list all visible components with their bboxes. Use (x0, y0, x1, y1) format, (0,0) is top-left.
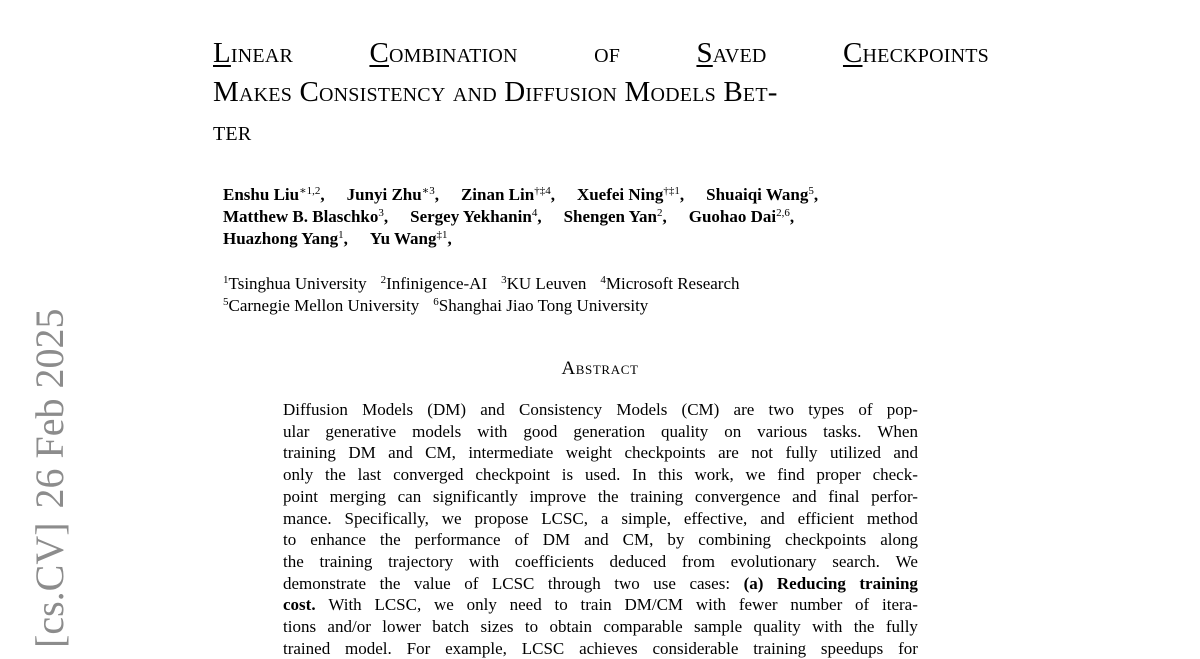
abstract-word: trajectory (388, 551, 454, 571)
abstract-word: We (895, 551, 918, 571)
author-affiliation-marker: 5 (808, 185, 814, 197)
abstract-word: checkpoint (475, 465, 550, 485)
abstract-word: with (812, 617, 843, 637)
abstract-word: enhance (310, 530, 366, 550)
abstract-word: and (584, 530, 609, 550)
abstract-word: the (853, 617, 875, 637)
abstract-word: to (524, 617, 539, 637)
abstract-word: model. (345, 638, 392, 658)
abstract-word: significantly (432, 486, 518, 506)
abstract-word: fully (885, 617, 918, 637)
abstract-word: of (855, 595, 870, 615)
abstract-word: sample (694, 617, 743, 637)
title-line-3: ter (213, 115, 252, 147)
title-word-rest: heckpoints (862, 37, 989, 69)
abstract-word: number (790, 595, 843, 615)
abstract-word: propose (474, 508, 529, 528)
title-word-rest: of (594, 37, 621, 69)
abstract-word: and/or (327, 617, 371, 637)
abstract-word: CM, (425, 443, 456, 463)
author-affiliation-marker: ‡1 (436, 229, 448, 241)
abstract-word: cost. (283, 595, 316, 615)
abstract-line (283, 616, 918, 638)
author-name: Guohao Dai$^{2,6}$, (688, 207, 795, 226)
abstract-word: of (858, 400, 873, 419)
abstract-word: example, (445, 638, 507, 658)
affiliation-number: 1 (223, 274, 229, 286)
abstract-word: to (283, 530, 297, 550)
abstract-line (283, 442, 918, 464)
abstract-word: mance. (283, 508, 332, 528)
abstract-line (283, 573, 918, 595)
abstract-word: the (379, 573, 401, 593)
abstract-word: LCSC, (541, 508, 589, 528)
abstract-word: obtain (549, 617, 592, 637)
author-affiliation-marker: ∗1,2 (299, 185, 321, 197)
abstract-word: When (877, 421, 918, 441)
author-list (223, 184, 953, 250)
title-word (369, 34, 517, 73)
author-name: Junyi Zhu$^{∗3}$, (346, 185, 439, 204)
author-affiliation-marker: 4 (531, 207, 538, 219)
arxiv-date: 26 Feb 2025 (27, 308, 72, 509)
abstract-word: Models (362, 400, 414, 419)
abstract-word: merging (329, 486, 386, 506)
author-name: Matthew B. Blaschko$^3$, (223, 207, 389, 226)
abstract-word: effective, (683, 508, 748, 528)
abstract-word: and (388, 443, 413, 463)
author-affiliation-marker: 2 (656, 207, 663, 219)
abstract-word: tions (283, 617, 317, 637)
abstract-word: batch (432, 617, 470, 637)
abstract-word: checkpoints (785, 530, 867, 550)
abstract-word: performance (414, 530, 501, 550)
abstract-word: weight (565, 443, 612, 463)
author-affiliation-marker: ∗3 (421, 185, 435, 197)
abstract-line (283, 594, 918, 616)
affiliation-number: 4 (600, 274, 606, 286)
abstract-word: With (328, 595, 362, 615)
author-affiliation-marker: †‡1 (663, 185, 680, 197)
author-name: Shuaiqi Wang$^5$, (706, 185, 819, 204)
abstract-word: of (464, 573, 479, 593)
affiliation: $^1$Tsinghua University (223, 274, 367, 293)
abstract-word: (DM) (427, 400, 467, 419)
abstract-word: training (283, 443, 336, 463)
abstract-word: Reducing (776, 573, 846, 593)
abstract-word: convergence (694, 486, 781, 506)
abstract-word: and (792, 486, 817, 506)
abstract-word: last (357, 465, 382, 485)
abstract-word: train (580, 595, 612, 615)
abstract-word: proper (816, 465, 861, 485)
abstract-word: DM (348, 443, 376, 463)
abstract-word: achieves (579, 638, 638, 658)
abstract-word: various (757, 421, 808, 441)
abstract-word: trained (283, 638, 331, 658)
abstract-word: with (468, 551, 500, 571)
abstract-word: (CM) (681, 400, 720, 419)
abstract-word: by (667, 530, 685, 550)
abstract-word: use (653, 573, 676, 593)
abstract-word: we (441, 508, 462, 528)
affiliation: $^5$Carnegie Mellon University (223, 296, 420, 315)
abstract-word: utilized (830, 443, 881, 463)
abstract-word: work, (694, 465, 734, 485)
arxiv-category: [cs.CV] (27, 522, 72, 648)
abstract-word: and (893, 443, 918, 463)
title-word-initial: C (842, 37, 863, 69)
abstract-word: Diffusion (283, 400, 348, 419)
abstract-line (283, 464, 918, 486)
abstract-word: check- (872, 465, 918, 485)
author-name: Huazhong Yang$^1$, (223, 229, 348, 248)
abstract-word: Specifically, (344, 508, 429, 528)
abstract-body (283, 399, 918, 659)
author-name: Shengen Yan$^2$, (563, 207, 667, 226)
author-line (223, 184, 953, 206)
abstract-word: through (547, 573, 601, 593)
title-word (594, 34, 620, 73)
author-name: Sergey Yekhanin$^4$, (410, 207, 542, 226)
abstract-word: this (658, 465, 683, 485)
abstract-word: generative (325, 421, 397, 441)
abstract-word: lower (382, 617, 421, 637)
abstract-word: is (561, 465, 574, 485)
abstract-word: good (523, 421, 558, 441)
abstract-word: the (325, 465, 346, 485)
abstract-word: ular (283, 421, 310, 441)
author-line (223, 228, 953, 250)
affiliation: $^4$Microsoft Research (600, 274, 740, 293)
abstract-line (283, 486, 918, 508)
abstract-word: considerable (652, 638, 739, 658)
abstract-word: a (600, 508, 609, 528)
abstract-word: comparable (603, 617, 683, 637)
title-word (843, 34, 989, 73)
author-affiliation-marker: 2,6 (776, 207, 790, 219)
author-name: Xuefei Ning$^{\dagger\ddagger 1}$, (576, 185, 685, 204)
abstract-word: are (718, 443, 739, 463)
abstract-word: training (859, 573, 918, 593)
abstract-word: improve (529, 486, 587, 506)
author-line (223, 206, 953, 228)
abstract-word: CM, (622, 530, 654, 550)
affiliation: $^2$Infinigence-AI (380, 274, 488, 293)
abstract-word: evolutionary (730, 551, 817, 571)
title-word-rest: ombination (388, 37, 518, 69)
abstract-word: intermediate (468, 443, 554, 463)
abstract-word: simple, (621, 508, 671, 528)
abstract-word: search. (832, 551, 880, 571)
abstract-line (283, 638, 918, 659)
abstract-word: training (319, 551, 373, 571)
abstract-word: training (630, 486, 684, 506)
abstract-word: final (828, 486, 860, 506)
abstract-word: sizes (480, 617, 514, 637)
abstract-word: not (751, 443, 774, 463)
author-name: Zinan Lin$^{\dagger\ddagger 4}$, (460, 185, 555, 204)
abstract-line (283, 551, 918, 573)
affiliation: $^6$Shanghai Jiao Tong University (433, 296, 649, 315)
abstract-word: value (413, 573, 451, 593)
abstract-word: we (745, 465, 766, 485)
abstract-word: (a) (743, 573, 764, 593)
title-word (696, 34, 766, 73)
abstract-word: models (412, 421, 462, 441)
abstract-word: types (808, 400, 845, 419)
title-word (213, 34, 293, 73)
abstract-word: the (597, 486, 619, 506)
abstract-word: DM (542, 530, 571, 550)
abstract-line (283, 529, 918, 551)
abstract-line (283, 508, 918, 530)
abstract-word: quality (661, 421, 709, 441)
abstract-word: fully (785, 443, 818, 463)
paper-title (213, 34, 989, 151)
abstract-word: we (434, 595, 454, 615)
abstract-word: on (724, 421, 742, 441)
abstract-word: tasks. (823, 421, 862, 441)
abstract-word: Models (616, 400, 668, 419)
affiliation: $^3$KU Leuven (501, 274, 587, 293)
abstract-word: only (466, 595, 497, 615)
title-word-initial: L (213, 37, 231, 69)
author-name: Yu Wang$^{\ddagger 1}$, (369, 229, 452, 248)
title-word-initial: C (369, 37, 389, 69)
abstract-word: two (768, 400, 795, 419)
abstract-word: fewer (738, 595, 778, 615)
abstract-word: For (406, 638, 431, 658)
abstract-line (283, 399, 918, 421)
abstract-word: coefficients (514, 551, 594, 571)
affiliation-line (223, 295, 983, 317)
abstract-word: two (614, 573, 640, 593)
abstract-word: for (898, 638, 918, 658)
title-word-rest: aved (712, 37, 767, 69)
abstract-word: method (866, 508, 918, 528)
abstract-word: efficient (797, 508, 854, 528)
abstract-word: and (760, 508, 785, 528)
abstract-word: In (632, 465, 647, 485)
abstract-word: DM/CM (624, 595, 684, 615)
abstract-heading: Abstract (561, 358, 639, 379)
abstract-word: combining (698, 530, 772, 550)
author-name: Enshu Liu$^{∗1,2}$, (223, 185, 325, 204)
affiliation-number: 5 (223, 296, 229, 308)
abstract-word: speedups (820, 638, 884, 658)
abstract-word: used. (584, 465, 621, 485)
abstract-word: deduced (609, 551, 667, 571)
affiliation-number: 2 (380, 274, 387, 286)
abstract-word: only (283, 465, 314, 485)
abstract-word: itera- (882, 595, 918, 615)
abstract-line (283, 421, 918, 443)
affiliation-number: 3 (501, 274, 507, 286)
abstract-word: demonstrate (283, 573, 367, 593)
abstract-word: the (283, 551, 304, 571)
abstract-word: generation (573, 421, 646, 441)
abstract-word: along (880, 530, 918, 550)
abstract-word: need (509, 595, 542, 615)
affiliation-line (223, 273, 983, 295)
abstract-word: converged (393, 465, 464, 485)
abstract-word: training (753, 638, 807, 658)
abstract-word: of (514, 530, 529, 550)
author-affiliation-marker: †‡4 (534, 185, 551, 197)
abstract-word: perfor- (871, 486, 918, 506)
title-line-1 (213, 34, 989, 73)
abstract-word: LCSC, (374, 595, 422, 615)
abstract-word: can (397, 486, 422, 506)
abstract-word: find (777, 465, 805, 485)
abstract-word: LCSC (491, 573, 535, 593)
author-affiliation-marker: 3 (378, 207, 384, 219)
abstract-word: from (681, 551, 715, 571)
abstract-word: to (554, 595, 568, 615)
abstract-word: checkpoints (624, 443, 706, 463)
affiliation-list (223, 273, 983, 317)
abstract-word: cases: (689, 573, 731, 593)
title-word-rest: inear (230, 37, 294, 69)
abstract-word: with (477, 421, 508, 441)
abstract-word: quality (753, 617, 801, 637)
affiliation-number: 6 (433, 296, 439, 308)
abstract-word: Consistency (519, 400, 603, 419)
abstract-word: and (480, 400, 505, 419)
title-line-2: Makes Consistency and Diffusion Models Bet- (213, 76, 778, 108)
title-word-initial: S (696, 37, 713, 69)
abstract-word: with (695, 595, 727, 615)
abstract-word: are (733, 400, 755, 419)
abstract-word: the (379, 530, 401, 550)
author-affiliation-marker: 1 (338, 229, 344, 241)
abstract-word: point (283, 486, 318, 506)
abstract-word: LCSC (521, 638, 565, 658)
abstract-word: pop- (886, 400, 918, 419)
